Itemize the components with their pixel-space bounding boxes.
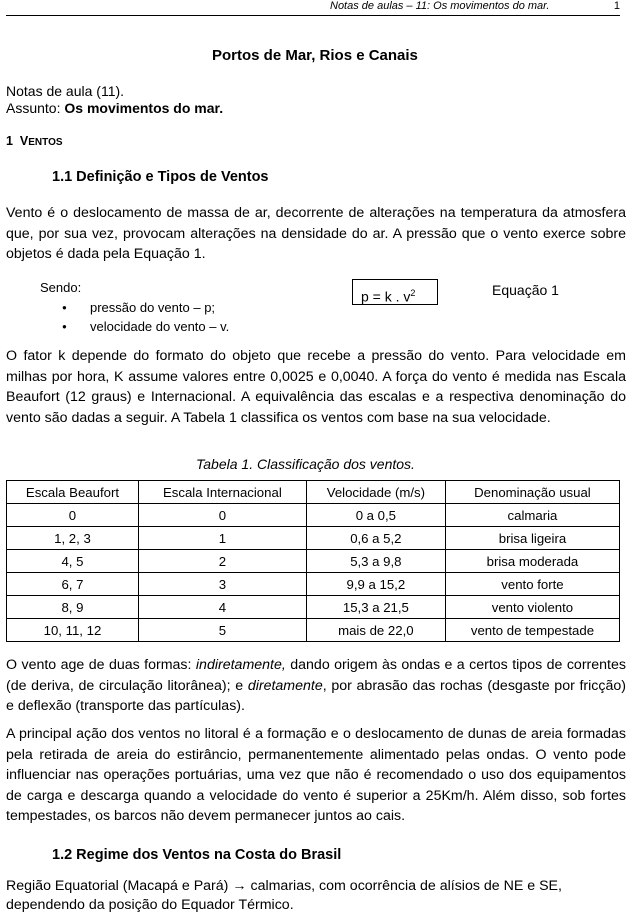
table-row	[7, 619, 620, 642]
table-cell: 0 a 0,5	[306, 504, 445, 527]
sendo-label: Sendo:	[40, 280, 82, 295]
table-cell: 3	[138, 573, 306, 596]
table-cell: vento violento	[445, 596, 619, 619]
document-title: Portos de Mar, Rios e Canais	[212, 47, 418, 64]
text-span: dando origem às ondas e a certos tipos de correntes (de deriva, de circulação litorânea); e	[6, 657, 626, 694]
table-cell: brisa moderada	[445, 550, 619, 573]
paragraph-definition: Vento é o deslocamento de massa de ar, decorrente de alterações na temperatura da atmosfera que, por sua vez, provocam alterações na densidade do ar. A pressão que o vento exerce sobre objetos é dada pela Equação 1.	[6, 205, 626, 262]
header-rule	[6, 15, 620, 16]
table-cell: mais de 22,0	[306, 619, 445, 642]
table-row	[7, 596, 620, 619]
text-span: O vento age de duas formas:	[6, 657, 196, 673]
text-span: Região Equatorial (Macapá e Pará)	[6, 878, 233, 894]
table-cell: vento de tempestade	[445, 619, 619, 642]
table-cell: 8, 9	[7, 596, 139, 619]
list-item: ● pressão do vento – p;	[52, 298, 229, 317]
text-span: calmarias, com ocorrência de alísios de NE e SE,	[246, 878, 562, 894]
table-cell: 6, 7	[7, 573, 139, 596]
section-rest: ENTOS	[28, 137, 63, 148]
table-row	[7, 504, 620, 527]
table-cell: 9,9 a 15,2	[306, 573, 445, 596]
table-cell: 4, 5	[7, 550, 139, 573]
table-cell: 0	[7, 504, 139, 527]
assunto-value: Os movimentos do mar.	[64, 100, 224, 116]
table-cell: 2	[138, 550, 306, 573]
wind-classification-table	[6, 480, 620, 642]
running-title: Notas de aulas – 11: Os movimentos do mar.	[330, 0, 550, 12]
arrow-right-icon: →	[232, 878, 247, 894]
assunto-label: Assunto:	[6, 100, 61, 116]
running-header	[330, 0, 620, 12]
column-header: Escala Internacional	[138, 481, 306, 504]
table-row	[7, 527, 620, 550]
table-cell: 1, 2, 3	[7, 527, 139, 550]
emphasis-indirect: indiretamente,	[195, 657, 286, 673]
table-row	[7, 550, 620, 573]
table-cell: vento forte	[445, 573, 619, 596]
paragraph-coastal-action: A principal ação dos ventos no litoral é a formação e o deslocamento de dunas de areia formadas pela retirada de areia do estirâncio, permanentemente alimentado pelas ondas. O vento pode influenciar nas operações portuárias, uma vez que não é recomendado o uso dos equipamentos de carga e descarga quando a velocidade do vento é superior a 25Km/h. Além disso, sob fortes tempestades, os barcos não devem permanecer juntos ao cais.	[6, 726, 626, 824]
section-heading-1-2: 1.2 Regime dos Ventos na Costa do Brasil	[52, 847, 342, 863]
section-heading-1	[6, 134, 63, 148]
column-header: Velocidade (m/s)	[306, 481, 445, 504]
page-number: 1	[613, 0, 620, 12]
section-heading-1-1: 1.1 Definição e Tipos de Ventos	[52, 169, 269, 185]
table-header-row	[7, 481, 620, 504]
table-cell: brisa ligeira	[445, 527, 619, 550]
sendo-list	[52, 298, 229, 336]
column-header: Denominação usual	[445, 481, 619, 504]
text-span: , por abrasão das rochas (desgaste por fricção) e deflexão (transporte das partículas).	[6, 677, 626, 714]
table-cell: 4	[138, 596, 306, 619]
table-caption: Tabela 1. Classificação dos ventos.	[196, 456, 415, 472]
meta-line: Notas de aula (11).	[6, 83, 125, 99]
table-cell: calmaria	[445, 504, 619, 527]
equation-label: Equação 1	[492, 282, 559, 298]
paragraph-equatorial-region	[6, 876, 626, 897]
table-cell: 10, 11, 12	[7, 619, 139, 642]
assunto-line	[6, 100, 223, 116]
section-number: 1	[6, 134, 13, 148]
emphasis-direct: diretamente	[247, 677, 323, 694]
paragraph-wind-action	[6, 655, 626, 717]
table-cell: 0	[138, 504, 306, 527]
list-item: ● velocidade do vento – v.	[52, 317, 229, 336]
column-header: Escala Beaufort	[7, 481, 139, 504]
table-cell: 15,3 a 21,5	[306, 596, 445, 619]
table-cell: 0,6 a 5,2	[306, 527, 445, 550]
equation-text: p = k . v	[361, 288, 411, 305]
equation-box	[352, 279, 438, 305]
equation-exponent: 2	[410, 288, 416, 298]
table-cell: 1	[138, 527, 306, 550]
paragraph-equatorial-region-cont: dependendo da posição do Equador Térmico.	[6, 897, 294, 913]
table-cell: 5	[138, 619, 306, 642]
paragraph-factor-k: O fator k depende do formato do objeto que recebe a pressão do vento. Para velocidade em milhas por hora, K assume valores entre 0,0025 e 0,0040. A força do vento é medida nas Escala Beaufort (12 graus) e Internacional. A equivalência das escalas e a respectiva denominação do vento são dadas a seguir. A Tabela 1 classifica os ventos com base na sua velocidade.	[6, 348, 626, 426]
table-row	[7, 573, 620, 596]
section-first-letter: V	[19, 134, 29, 148]
table-cell: 5,3 a 9,8	[306, 550, 445, 573]
